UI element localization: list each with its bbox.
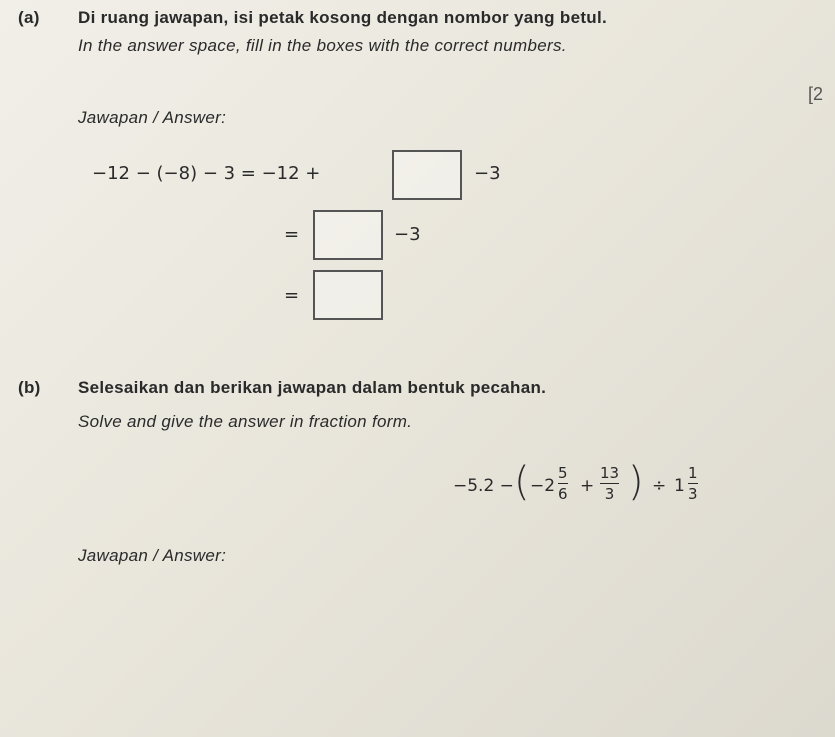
fraction-1-3	[688, 465, 698, 502]
plus-sign: +	[580, 476, 595, 496]
close-paren: )	[628, 459, 644, 505]
marks-indicator: [2	[808, 84, 824, 104]
divide-sign: ÷	[652, 476, 667, 496]
part-b-instruction-ms: Selesaikan dan berikan jawapan dalam bentuk pecahan.	[78, 378, 547, 397]
fraction-bar	[558, 483, 568, 484]
fraction-bar	[688, 483, 698, 484]
fraction-numerator: 13	[600, 464, 620, 482]
part-b-answer-label: Jawapan / Answer:	[78, 546, 227, 565]
fraction-numerator: 1	[688, 464, 698, 482]
equation-line-3-equals: =	[284, 285, 300, 306]
fraction-13-3	[600, 465, 619, 502]
answer-box-1[interactable]	[392, 150, 462, 200]
part-b-instruction-en: Solve and give the answer in fraction form.	[78, 412, 413, 431]
equation-line-1-tail: −3	[474, 163, 501, 184]
mixed-number-1-whole: −2	[530, 476, 556, 496]
answer-box-3[interactable]	[313, 270, 383, 320]
fraction-denominator: 3	[604, 485, 615, 503]
part-a-answer-label: Jawapan / Answer:	[78, 108, 227, 127]
open-paren: (	[514, 459, 530, 505]
part-a-instruction-en: In the answer space, fill in the boxes with the correct numbers.	[78, 36, 567, 55]
fraction-bar	[600, 483, 619, 484]
mixed-number-2-whole: 1	[674, 476, 685, 496]
fraction-denominator: 6	[558, 485, 568, 503]
fraction-numerator: 5	[558, 464, 568, 482]
part-a-label: (a)	[18, 8, 40, 27]
equation-line-1-lhs: −12 − (−8) − 3 = −12 +	[92, 163, 321, 184]
part-b-label: (b)	[18, 378, 41, 397]
expr-start: −5.2 −	[453, 476, 514, 496]
part-a-instruction-ms: Di ruang jawapan, isi petak kosong dengan nombor yang betul.	[78, 8, 608, 27]
equation-line-2-tail: −3	[394, 224, 421, 245]
fraction-5-6	[558, 465, 568, 502]
answer-box-2[interactable]	[313, 210, 383, 260]
equation-line-2-equals: =	[284, 224, 300, 245]
fraction-denominator: 3	[688, 485, 698, 503]
